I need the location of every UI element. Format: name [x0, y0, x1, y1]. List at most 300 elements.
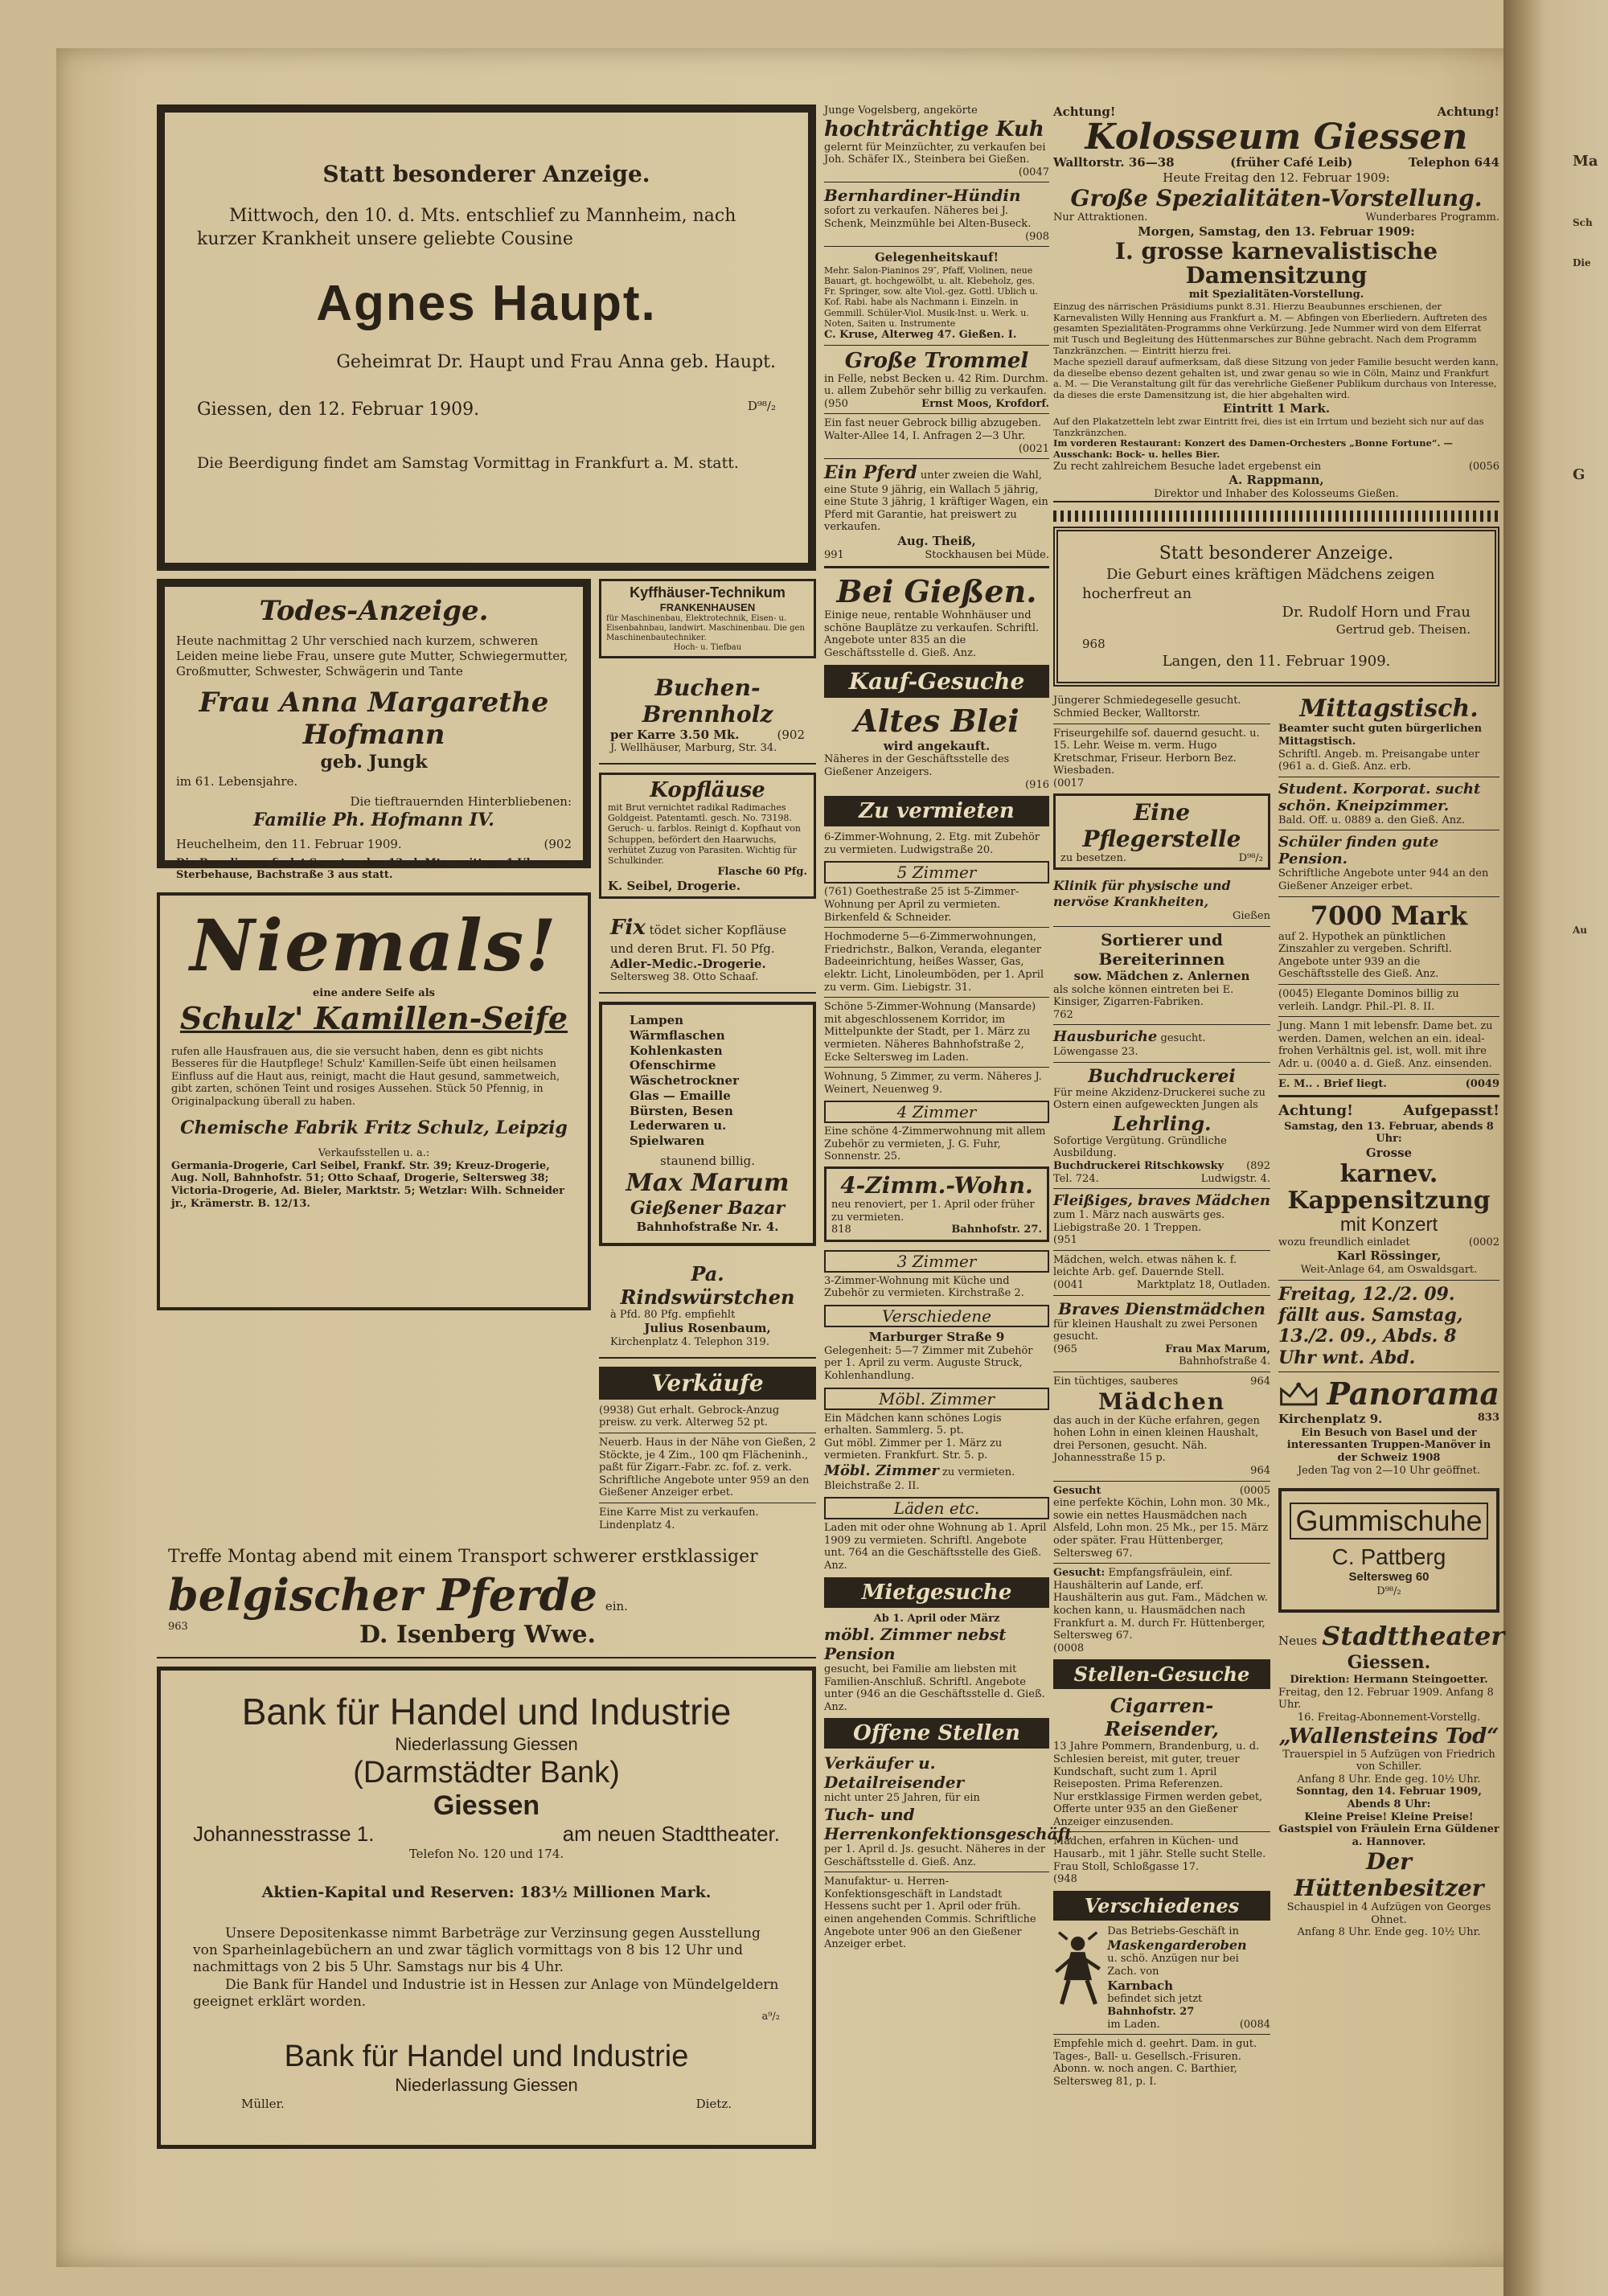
classified-addr: Bahnhofstr. 27 [1107, 2005, 1195, 2018]
kopflaeuse-ad [599, 773, 816, 899]
jester-illustration-icon [1053, 1925, 1102, 2014]
classified-title: Lehrling. [1112, 1111, 1212, 1135]
classified-pre: Gesucht: [1053, 1567, 1106, 1580]
kyff-sub: Hoch- u. Tiefbau [673, 642, 742, 652]
classified-firm: Frau Max Marum, [1165, 1343, 1270, 1355]
kolosseum-text: Einzug des närrischen Präsidiums punkt 8.31. Hierzu Beaubunnes erschienen, der Karnevalisten Willy Henning aus Frankfurt a. M. — Abfingen von Eberliedern. Auftreten des gesamten Spezialitäten-Programms ohne Verkürzung. Jede Nummer wird von dem Elferrat mit Tusch und Begleitung des Hüttenmarsches zur Bühne gebracht. Nach dem Programm Tanzkränzchen. — Eintritt hierzu frei. [1053, 300, 1487, 356]
classified-title: Gelegenheitskauf! [874, 250, 999, 265]
bank-text2: Die Bank für Handel und Industrie ist in Hessen zur Anlage von Mündelgeldern geeignet erklärt worden. [193, 1976, 779, 2010]
panorama-addr: Kirchenplatz 9. [1278, 1412, 1383, 1427]
classified-ad: Hochmoderne 5—6-Zimmerwohnungen, Friedrichstr., Balkon, Veranda, eleganter Badeeinrichtung, heißes Wasser, Gas, elektr. Licht, Linoleumböden, per 1. April zu verm. Gim. Liebigstr. 31. [824, 931, 1044, 994]
marum-shop: Gießener Bazar [630, 1197, 786, 1219]
spine-fragment: Sch [1573, 217, 1593, 228]
classified-ad: 3-Zimmer-Wohnung mit Küche und Zubehör zu vermieten. Kirchstraße 2. [824, 1274, 1024, 1300]
kolosseum-tomorrow: Morgen, Samstag, den 13. Februar 1909: [1138, 223, 1415, 239]
panorama-title: Panorama [1327, 1376, 1499, 1412]
classified-sub: wird angekauft. [883, 738, 991, 753]
classified-text: Empfangsfräulein, einf. Haushälterin auf Lande, erf. Haushälterin aus gut. Fam., Mädchen w. kochen kann, u. Hausmädchen nach Frankfurt a. M. durch Fr. Hüttenberger, Seltersweg 67. [1053, 1567, 1268, 1642]
spine-fragment: Ma [1573, 153, 1598, 170]
brennholz-price: per Karre 3.50 Mk. [610, 727, 740, 742]
classified-title: Student. Korporat. sucht schön. Kneipzimmer. [1278, 780, 1481, 814]
brennholz-title: Buchen-Brennholz [642, 674, 773, 728]
classified-firm: Buchdruckerei Ritschkowsky [1053, 1159, 1224, 1172]
classified-seller: C. Kruse, Alterweg 47. Gießen. I. [824, 329, 1017, 342]
kolosseum-attention: Achtung! [1053, 105, 1116, 119]
classified-code: (0021 [1018, 442, 1049, 455]
pferde-text: Treffe Montag abend mit einem Transport schwerer erstklassiger [168, 1547, 758, 1568]
classified-ad: E. M.. . Brief liegt. [1278, 1077, 1387, 1090]
kolosseum-title: Kolosseum Giessen [1085, 116, 1468, 158]
spine-fragment: Au [1573, 925, 1588, 936]
subsection-header: 4 Zimmer [824, 1101, 1049, 1123]
decorative-rule [1053, 510, 1499, 522]
achtung-date: Samstag, den 13. Februar, abends 8 Uhr: [1284, 1120, 1494, 1146]
classified-ad: Jung. Mann 1 mit lebensfr. Dame bet. zu werden. Damen, welchen an ein. ideal-frohen Verhältnis gel. ist, woll. mit ihre Adr. u. (0040 a. d. Gieß. Anz. einsenden. [1278, 1020, 1493, 1070]
classified-code: (892 [1246, 1159, 1270, 1172]
classified-code: (951 [1053, 1234, 1077, 1247]
notice-code: (902 [544, 836, 572, 851]
subsection-header: Läden etc. [824, 1497, 1049, 1519]
bank-city: Giessen [433, 1790, 540, 1822]
classified-text: als solche können eintreten bei E. Kinsiger, Zigarren-Fabriken. [1053, 983, 1234, 1009]
bank-paren: (Darmstädter Bank) [353, 1756, 620, 1790]
kyff-text: für Maschinenbau, Elektrotechnik, Eisen- u. Eisenbahnbau, landwirt. Maschinenbau. Die gen Maschinenbautechniker. [606, 613, 805, 642]
death-notice-hofmann [157, 579, 591, 882]
classified-title: hochträchtige Kuh [824, 117, 1044, 141]
classified-text: nicht unter 25 Jahren, für ein [824, 1792, 980, 1805]
kolosseum-spec: mit Spezialitäten-Vorstellung. [1188, 289, 1364, 301]
soap-headline: Niemals! [190, 904, 558, 987]
classified-text: u. schö. Anzügen nur bei Zach. von [1107, 1953, 1239, 1978]
achtung-title: karnev. Kappensitzung [1287, 1159, 1491, 1215]
soap-sub: eine andere Seife als [312, 987, 435, 999]
classified-code: (916 [1025, 778, 1049, 791]
deceased-age: im 61. Lebensjahre. [176, 773, 298, 789]
pferde-firm: D. Isenberg Wwe. [359, 1620, 596, 1649]
section-vermieten: Zu vermieten [824, 796, 1049, 826]
mourners-family: Familie Ph. Hofmann IV. [253, 810, 494, 831]
kopflaeuse-seller: K. Seibel, Drogerie. [608, 878, 741, 893]
bank-footer-title: Bank für Handel und Industrie [284, 2039, 689, 2073]
classified-text: unter zweien die Wahl, eine Stute 9 jährig, ein Wallach 5 jährig, eine Stute 3 jährig, 1 kräftiger Wagen, ein Pferd mit Garantie, hat preiswert zu verkaufen. [824, 469, 1048, 534]
classified-addr: Bahnhofstr. 27. [951, 1224, 1042, 1236]
classified-boxed [1053, 793, 1270, 871]
notice-family: Geheimrat Dr. Haupt und Frau Anna geb. Haupt. [336, 352, 776, 373]
pferde-headline: belgischer Pferde [168, 1568, 597, 1621]
classified-code: (0041 [1053, 1279, 1085, 1292]
theater-title: Stadttheater [1322, 1620, 1505, 1651]
classified-code: D⁹⁸/₂ [1238, 851, 1263, 864]
kyff-place: FRANKENHAUSEN [659, 601, 756, 613]
soap-outlets: Germania-Drogerie, Carl Seibel, Frankf. Str. 39; Kreuz-Drogerie, Aug. Noll, Bahnhofstr. 51; Otto Schaaf, Drogerie, Seltersweg 38; Victoria-Drogerie, Ad. Bieler, Marktstr. 5; Wetzlar: Wilh. Schneider jr., Krämerstr. B. 12/13. [171, 1159, 565, 1210]
classified-text: Einige neue, rentable Wohnhäuser und schöne Bauplätze zu verkaufen. Schriftl. Angebote unter 835 an die Geschäftsstelle d. Gieß. Anz. [824, 609, 1040, 660]
classified-ad: (9938) Gut erhalt. Gebrock-Anzug preisw. zu verk. Alterweg 52 pt. [599, 1404, 780, 1429]
freitag-notice: Freitag, 12./2. 09. fällt aus. Samstag, 13./2. 09., Abds. 8 Uhr wnt. Abd. [1278, 1283, 1463, 1368]
subsection-header: 3 Zimmer [824, 1250, 1049, 1273]
classified-ad: Mädchen, erfahren in Küchen- und Hausarb., mit 1 jähr. Stelle sucht Stelle. Frau Stoll, Schloßgasse 17. [1053, 1835, 1266, 1873]
classified-code: 818 [831, 1224, 851, 1236]
achtung-addr: Weit-Anlage 64, am Oswaldsgart. [1300, 1263, 1478, 1276]
kolosseum-text2: Mache speziell darauf aufmerksam, daß diese Sitzung von jeder Familie besucht werden kann, da dieselbe ebenso dezent gehalten ist, und zwar genau so wie in Cöln, Mainz und Frankfurt a. M. — Die Veranstaltung gilt für das verehrliche Gießener Publikum durchaus von Interesse, da dieses die erste Damensitzung ist, die hier abgehalten wird. [1053, 355, 1499, 401]
notice-header: Statt besonderer Anzeige. [322, 161, 650, 187]
classified-title: Mädchen [1097, 1388, 1226, 1415]
theater-abo: 16. Freitag-Abonnement-Vorstellg. [1297, 1711, 1481, 1724]
classified-ad: Eine schöne 4-Zimmerwohnung mit allem Zubehör zu vermieten, J. G. Fuhr, Sonnenstr. 25. [824, 1125, 1046, 1163]
crown-icon [1278, 1376, 1319, 1412]
classified-text: Mädchen, welch. etwas nähen k. f. leichte Arb. gef. Dauernde Stell. [1053, 1253, 1237, 1279]
classified-text: Sofortige Vergütung. Gründliche Ausbildung. [1053, 1134, 1227, 1160]
classified-pre: Ein tüchtiges, sauberes [1053, 1376, 1179, 1388]
classified-sub: sow. Mädchen z. Anlernen [1073, 968, 1250, 983]
rindswurst-title: Pa. Rindswürstchen [620, 1261, 795, 1309]
deceased-maiden-name: geb. Jungk [320, 752, 428, 773]
classified-boxed [824, 1166, 1049, 1242]
bank-title: Bank für Handel und Industrie [241, 1690, 732, 1732]
brennholz-seller: J. Wellhäuser, Marburg, Str. 34. [610, 742, 777, 755]
classified-text: Bald. Off. u. 0889 a. den Gieß. Anz. [1278, 814, 1466, 826]
notice-code: D⁹⁸/₂ [747, 398, 776, 413]
section-mietgesuche: Mietgesuche [824, 1577, 1049, 1608]
soap-outlets-header: Verkaufsstellen u. a.: [318, 1147, 430, 1160]
subsection-header: Verschiedene [824, 1305, 1049, 1327]
section-offene-stellen: Offene Stellen [824, 1718, 1049, 1749]
classified-title: Mittagstisch. [1299, 695, 1479, 724]
gummi-title: Gummischuhe [1290, 1503, 1488, 1540]
theater-time: Anfang 8 Uhr. Ende geg. 10½ Uhr. [1297, 1773, 1481, 1786]
theater-time2: Anfang 8 Uhr. Ende geg. 10½ Uhr. [1297, 1926, 1481, 1939]
section-verkaeufe: Verkäufe [599, 1367, 816, 1400]
classified-title: Sortierer und Bereiterinnen [1098, 929, 1225, 969]
classified-code: (965 [1053, 1343, 1077, 1355]
kolosseum-director: A. Rappmann, [1229, 473, 1324, 488]
classified-text: sofort zu verkaufen. Näheres bei J. Schenk, Meinzmühle bei Alten-Buseck. [824, 205, 1032, 230]
notice-place-date: Langen, den 11. Februar 1909. [1162, 653, 1391, 670]
bank-sign-right: Dietz. [695, 2097, 732, 2112]
subsection-header: Möbl. Zimmer [824, 1388, 1049, 1410]
kolosseum-show: Große Spezialitäten-Vorstellung. [1070, 185, 1483, 212]
rindswurst-ad [599, 1254, 816, 1359]
marum-note: staunend billig. [659, 1153, 756, 1168]
marum-item: Lederwaren u. [630, 1118, 727, 1134]
kolosseum-invite: Zu recht zahlreichem Besuche ladet ergebenst ein [1053, 460, 1322, 473]
spine-fragment: Die [1573, 257, 1591, 269]
classified-sub: Beamter sucht guten bürgerlichen Mittagstisch. [1278, 723, 1483, 748]
classified-title: Altes Blei [854, 702, 1019, 739]
marum-item: Bürsten, Besen [630, 1103, 733, 1118]
notice-funeral: Die Beerdigung findet Samstag den 13. d. Mts., mittags 1 Uhr vom Sterbehause, Bachstraße 3 aus statt. [176, 856, 568, 882]
marum-addr: Bahnhofstraße Nr. 4. [636, 1220, 779, 1235]
classified-title: Fleißiges, braves Mädchen [1053, 1192, 1270, 1210]
birth-notice [1053, 527, 1499, 687]
classified-code: 991 [824, 548, 844, 561]
classified-ad: (761) Goethestraße 25 ist 5-Zimmer-Wohnung per April zu vermieten. Birkenfeld & Schneider. [824, 886, 1019, 924]
kolosseum-prog: Wunderbares Programm. [1365, 211, 1499, 224]
section-stellengesuche: Stellen-Gesuche [1053, 1659, 1270, 1689]
classified-text: neu renoviert, per 1. April oder früher zu vermieten. [831, 1199, 1035, 1224]
classified-title: Schüler finden gute Pension. [1278, 834, 1439, 868]
classified-title: Möbl. Zimmer [824, 1462, 939, 1479]
theater-city: Giessen. [1347, 1651, 1431, 1673]
classified-text: gesucht, bei Familie am liebsten mit Familien-Anschluß. Schriftl. Angebote unter (946 an die Geschäftsstelle d. Gieß. Anz. [824, 1663, 1045, 1713]
classified-title: Marburger Straße 9 [868, 1330, 1005, 1345]
classified-ad: Ein Mädchen kann schönes Logis erhalten. Sammlerg. 5. pt. [824, 1412, 1002, 1437]
kolosseum-old: (früher Café Leib) [1230, 154, 1353, 170]
theater-pre: Neues [1278, 1633, 1318, 1648]
classified-ad: Wohnung, 5 Zimmer, zu verm. Näheres J. Weinert, Neuenweg 9. [824, 1071, 1042, 1096]
gummischuhe-ad [1278, 1488, 1499, 1612]
bank-addr: Johannesstrasse 1. [193, 1822, 375, 1847]
classified-suffix: im Laden. [1107, 2018, 1160, 2031]
classified-addr: Ludwigstr. 4. [1200, 1172, 1270, 1185]
classified-text: Ein fast neuer Gebrock billig abzugeben. Walter-Allee 14, I. Anfragen 2—3 Uhr. [824, 417, 1042, 442]
fix-seller: Adler-Medic.-Drogerie. [610, 956, 766, 971]
classified-text: gesucht. Löwengasse 23. [1053, 1032, 1206, 1058]
bank-capital: Aktien-Kapital und Reserven: 183½ Millionen Mark. [261, 1884, 712, 1902]
theater-play-sub: Trauerspiel in 5 Aufzügen von Friedrich von Schiller. [1282, 1748, 1495, 1773]
kolosseum-concert: Im vorderen Restaurant: Konzert des Damen-Orchesters „Bonne Fortune“. — Ausschank: Bock- u. helles Bier. [1053, 437, 1454, 461]
theater-sun: Sonntag, den 14. Februar 1909, Abends 8 Uhr: [1296, 1786, 1482, 1810]
theater-dir: Direktion: Hermann Steingoetter. [1290, 1674, 1488, 1687]
rindswurst-addr: Kirchenplatz 4. Telephon 319. [610, 1336, 769, 1349]
classified-title: 7000 Mark [1310, 900, 1468, 931]
classified-text: Ab 1. April oder März [873, 1612, 1000, 1625]
kolosseum-addr: Walltorstr. 36—38 [1053, 154, 1175, 170]
classified-code: (0049 [1465, 1077, 1499, 1090]
gummi-code: D⁹⁸/₂ [1376, 1585, 1401, 1597]
classified-pre: Junge Vogelsberg, angekörte [824, 105, 978, 117]
kolosseum-entry: Eintritt 1 Mark. [1222, 400, 1331, 416]
notice-code: 968 [1082, 637, 1106, 652]
fix-text: tödet sicher Kopfläuse und deren Brut. Fl. 50 Pfg. [610, 923, 786, 956]
classified-text: das auch in der Küche erfahren, gegen hohen Lohn in einen kleinen Haushalt, drei Personen, gesucht. Näh. Johannesstraße 15 p. [1053, 1414, 1260, 1465]
notice-text: Die Geburt eines kräftigen Mädchens zeigen hocherfreut an [1082, 566, 1435, 602]
marum-item: Ofenschirme [630, 1058, 716, 1073]
classified-text: auf 2. Hypothek an pünktlichen Zinszahler zu vergeben. Schriftl. Angebote unter 939 an die Geschäftsstelle des Gieß. Anz. [1278, 930, 1452, 981]
classified-place: Gießen [1233, 910, 1270, 923]
achtung-right: Aufgepasst! [1403, 1102, 1499, 1120]
bank-text1: Unsere Depositenkasse nimmt Barbeträge zur Verzinsung gegen Ausstellung von Sparheinlagebüchern an und zwar täglich vormittags von 8 bis 12 Uhr und nachmittags von 2 bis 5 Uhr. Samstags nur bis 4 Uhr. [193, 1925, 761, 1976]
bank-sign-left: Müller. [241, 2097, 285, 2112]
theater-play2: Der Hüttenbesitzer [1294, 1848, 1484, 1902]
classified-text: Schriftl. Angeb. m. Preisangabe unter (961 a. d. Gieß. Anz. erb. [1278, 748, 1480, 773]
classified-pre: Gesucht [1053, 1484, 1101, 1497]
notice-text: Mittwoch, den 10. d. Mts. entschlief zu Mannheim, nach kurzer Krankheit unsere geliebte Cousine [197, 206, 736, 249]
kolosseum-code: (0056 [1468, 460, 1499, 473]
classified-ad: Empfehle mich d. geehrt. Dam. in gut. Tages-, Ball- u. Gesellsch.-Frisuren. Abonn. w. noch angen. C. Barthier, Seltersweg 81, p. I. [1053, 2038, 1257, 2088]
classified-code: (0017 [1053, 777, 1085, 790]
bank-addr2: am neuen Stadttheater. [562, 1822, 780, 1847]
classified-title: Cigarren-Reisender, [1105, 1694, 1219, 1741]
notice-names: Dr. Rudolf Horn und Frau [1282, 604, 1471, 621]
marum-item: Glas — Emaille [630, 1088, 731, 1103]
classified-title: Hausburiche [1053, 1028, 1158, 1046]
notice-funeral: Die Beerdigung findet am Samstag Vormittag in Frankfurt a. M. statt. [197, 454, 739, 473]
classified-code: (948 [1053, 1873, 1077, 1886]
kolosseum-today: Heute Freitag den 12. Februar 1909: [1163, 170, 1390, 185]
classified-code: (950 [824, 397, 848, 410]
soap-product: Schulz' Kamillen-Seife [179, 999, 568, 1036]
section-verschiedenes: Verschiedenes [1053, 1891, 1270, 1921]
classified-text: zum 1. März nach auswärts ges. Liebigstraße 20. 1 Treppen. [1053, 1209, 1225, 1234]
classified-seller: Aug. Theiß, [897, 533, 976, 548]
marum-items [613, 1013, 802, 1149]
classified-code: 964 [1250, 1376, 1270, 1388]
classified-code: 964 [1250, 1465, 1270, 1478]
bank-code: a⁹/₂ [761, 2011, 780, 2023]
classified-text: Nur erstklassige Firmen werden gebet, Offerte unter 935 an den Gießener Anzeiger einzusenden. [1053, 1790, 1263, 1828]
kolosseum-sitzung: I. grosse karnevalistische Damensitzung [1114, 237, 1438, 289]
marum-name: Max Marum [626, 1168, 790, 1197]
classified-ad: Schöne 5-Zimmer-Wohnung (Mansarde) mit abgeschlossenem Korridor, im Mittelpunkte der Stadt, per 1. März zu vermieten. Näheres Bahnhofstraße 2, Ecke Seltersweg im Laden. [824, 1001, 1036, 1064]
fix-ad [599, 907, 816, 994]
classified-title: 4-Zimm.-Wohn. [840, 1172, 1033, 1199]
adjacent-page-edge [1503, 0, 1608, 2296]
marum-item: Wärmflaschen [630, 1027, 725, 1043]
soap-maker: Chemische Fabrik Fritz Schulz, Leipzig [180, 1117, 568, 1138]
classified-code: (0084 [1239, 2018, 1270, 2031]
bank-tel: Telefon No. 120 und 174. [408, 1847, 564, 1862]
kolosseum-attention: Achtung! [1437, 105, 1499, 119]
theater-fri: Freitag, den 12. Februar 1909. Anfang 8 Uhr. [1278, 1686, 1494, 1712]
theater-play2-sub: Schauspiel in 4 Aufzügen von Georges Ohnet. [1286, 1901, 1491, 1926]
classified-code: (908 [1025, 230, 1049, 243]
theater-prices: Kleine Preise! Kleine Preise! [1304, 1810, 1474, 1823]
mourners-label: Die tieftrauernden Hinterbliebenen: [350, 793, 572, 809]
bank-footer-branch: Niederlassung Giessen [395, 2074, 578, 2095]
classified-title: möbl. Zimmer nebst Pension [824, 1625, 1007, 1664]
classified-title: Buchdruckerei [1088, 1065, 1236, 1087]
achtung-code: (0002 [1468, 1236, 1499, 1248]
spine-fragment: G [1573, 466, 1585, 483]
classified-title: Bernhardiner-Hündin [824, 186, 1021, 206]
achtung-gross: Grosse [1365, 1145, 1413, 1160]
kyff-title: Kyffhäuser-Technikum [630, 584, 786, 601]
pferde-ad [157, 1538, 816, 1658]
classified-text: Das Betriebs-Geschäft in [1107, 1925, 1239, 1937]
classified-ad: Manufaktur- u. Herren-Konfektionsgeschäft in Landstadt Hessens sucht per 1. April oder früh. einen angehenden Commis. Schriftliche Angebote unter 906 an den Gießener Anzeiger erbet. [824, 1876, 1036, 1951]
kopflaeuse-price: Flasche 60 Pfg. [717, 866, 807, 879]
classified-text: eine perfekte Köchin, Lohn mon. 30 Mk., sowie ein nettes Hausmädchen nach Alsfeld, Lohn mon. 25 Mk., per 15. März oder später. Frau Hüttenberger, Seltersweg 67. [1053, 1497, 1270, 1560]
column-right [1053, 105, 1505, 2089]
classified-text: für kleinen Haushalt zu zwei Personen gesucht. [1053, 1318, 1258, 1343]
marum-item: Spielwaren [630, 1134, 705, 1148]
classified-text: befindet sich jetzt [1107, 1993, 1203, 2006]
death-notice-haupt [157, 105, 816, 571]
deceased-name: Frau Anna Margarethe Hofmann [199, 687, 549, 752]
gummi-addr: Seltersweg 60 [1348, 1570, 1430, 1585]
classified-ad: Laden mit oder ohne Wohnung ab 1. April 1909 zu vermieten. Schriftl. Angebote unt. 764 an die Geschäftsstelle des Gieß. Anz. [824, 1522, 1047, 1572]
gummi-firm: C. Pattberg [1331, 1544, 1446, 1570]
pferde-suffix: ein. [605, 1598, 628, 1613]
classified-text: 13 Jahre Pommern, Brandenburg, u. d. Schlesien bereist, mit guter, treuer Kundschaft, sucht zum 1. April Reiseposten. Prima Referenzen. [1053, 1740, 1260, 1791]
brennholz-ad [599, 666, 816, 765]
bank-branch: Niederlassung Giessen [395, 1733, 578, 1754]
fix-title: Fix [610, 916, 646, 941]
classified-title: Große Trommel [844, 348, 1029, 373]
rindswurst-price: à Pfd. 80 Pfg. empfiehlt [610, 1308, 736, 1321]
bank-ad [157, 1667, 816, 2149]
kolosseum-ad [1053, 105, 1499, 502]
classified-code: 762 [1053, 1008, 1073, 1021]
column-left [157, 105, 816, 2157]
classified-code: (0047 [1018, 166, 1049, 178]
classified-text: zu vermieten. Bleichstraße 2. II. [824, 1466, 1015, 1492]
classified-title: Maskengarderoben [1107, 1937, 1247, 1954]
marum-item: Lampen [630, 1013, 684, 1027]
classified-title: Bei Gießen. [836, 573, 1037, 610]
brennholz-code: (902 [777, 727, 805, 742]
kolosseum-text3: Auf den Plakatzetteln lebt zwar Eintritt frei, dies ist ein Irrtum und bezieht sich nur auf das Tanzkränzchen. [1053, 415, 1484, 438]
classified-ad: Eine Karre Mist zu verkaufen. Lindenplatz 4. [599, 1506, 759, 1531]
classified-text: Für meine Akzidenz-Druckerei suche zu Ostern einen aufgeweckten Jungen als [1053, 1086, 1265, 1112]
section-kaufgesuche: Kauf-Gesuche [824, 665, 1049, 698]
notice-maiden: Gertrud geb. Theisen. [1335, 621, 1471, 637]
marum-item: Wäschetrockner [630, 1073, 740, 1088]
notice-place-date: Heuchelheim, den 11. Februar 1909. [176, 836, 402, 851]
classified-code: (0005 [1239, 1484, 1270, 1497]
classified-title: Ein Pferd [824, 462, 917, 484]
kyffhaeuser-ad [599, 579, 816, 658]
theater-play: „Wallensteins Tod“ [1278, 1724, 1499, 1749]
classified-ad: Neuerb. Haus in der Nähe von Gießen, 2 Stöckte, je 4 Zim., 100 qm Flächeninh., paßt für Zigarr.-Fabr. zc. fof. z. verk. Schriftliche Angebote unter 959 an den Gießener Anzeiger erbet. [599, 1436, 816, 1499]
classified-text: per 1. April d. Js. gesucht. Näheres in der Geschäftsstelle d. Gieß. Anz. [824, 1843, 1045, 1868]
classified-ad: 6-Zimmer-Wohnung, 2. Etg. mit Zubehör zu vermieten. Ludwigstraße 20. [824, 831, 1040, 856]
classified-ad: Jüngerer Schmiedegeselle gesucht. Schmied Becker, Walltorstr. [1053, 695, 1241, 720]
kolosseum-only: Nur Attraktionen. [1053, 211, 1148, 224]
kolosseum-dir-sub: Direktor und Inhaber des Kolosseums Gießen. [1154, 488, 1399, 501]
theater-guest: Gastspiel von Fräulein Erna Güldener a. Hannover. [1278, 1823, 1499, 1848]
classified-ad: (0045) Elegante Dominos billig zu verleih. Landgr. Phil.-Pl. 8. II. [1278, 988, 1459, 1013]
classified-addr: Bahnhofstraße 4. [1179, 1355, 1270, 1368]
kopflaeuse-text: mit Brut vernichtet radikal Radimaches Goldgeist. Patentamtl. gesch. No. 73198. Geruch- u. farblos. Reinigt d. Kopfhaut von Schuppen, befördert den Haarwuchs, verhütet Zuzug von Parasiten. Wichtig für Schulkinder. [608, 802, 802, 866]
classified-title: Klinik für physische und nervöse Krankheiten, [1053, 878, 1231, 910]
notice-header: Statt besonderer Anzeige. [1159, 543, 1394, 564]
achtung-left: Achtung! [1278, 1102, 1353, 1120]
classified-title: Verkäufer u. Detailreisender [824, 1753, 965, 1793]
marum-bazaar-ad [599, 1002, 816, 1246]
soap-text: rufen alle Hausfrauen aus, die sie versucht haben, denn es gibt nichts Besseres für die Hautpflege! Schulz' Kamillen-Seife übt einen heilsamen Einfluss auf die Haut aus, reinigt, macht die Haut gesund, sammetweich, gibt zarten, schönen Teint und rosiges Aussehen. Stück 50 Pfennig, in Originalpackung überall zu haben. [171, 1045, 560, 1108]
rindswurst-seller: Julius Rosenbaum, [644, 1321, 771, 1336]
achtung-invite: wozu freundlich einladet [1278, 1236, 1410, 1248]
subsection-header: 5 Zimmer [824, 861, 1049, 884]
marum-item: Kohlenkasten [630, 1043, 723, 1058]
classified-tel: Tel. 724. [1053, 1172, 1099, 1185]
notice-place-date: Giessen, den 12. Februar 1909. [197, 399, 480, 420]
deceased-name: Agnes Haupt. [316, 276, 657, 332]
classified-title: Eine Pflegerstelle [1082, 798, 1241, 852]
classified-text: Mehr. Salon-Pianinos 29″, Pfaff, Violinen, neue Bauart, gt. hochgewölbt, u. alt. Klebeholz, ges. Fr. Springer, sow. alte Viol.-gez. Gottl. Ublich u. Kof. Rabi. habe als Nachmann i. Einzeln. in Gemmill. Schüler-Viol. Musik-Inst. u. Werk. u. Noten, Saiten u. Instrumente [824, 264, 1038, 329]
classified-seller: Ernst Moos, Krofdorf. [921, 397, 1049, 410]
classified-title: Braves Dienstmädchen [1058, 1298, 1265, 1318]
classified-ad: Gut möbl. Zimmer per 1. März zu vermieten. Frankfurt. Str. 5. p. [824, 1437, 1003, 1462]
panorama-code: 833 [1477, 1412, 1499, 1425]
classified-firm: Karnbach [1107, 1978, 1174, 1993]
classified-text: Schriftliche Angebote unter 944 an den Gießener Anzeiger erbet. [1278, 867, 1489, 893]
classified-text: gelernt für Meinzüchter, zu verkaufen bei Joh. Schäfer IX., Steinbera bei Gießen. [824, 141, 1046, 166]
pferde-code: 963 [168, 1620, 188, 1633]
notice-header: Todes-Anzeige. [259, 595, 489, 627]
notice-text: Heute nachmittag 2 Uhr verschied nach kurzem, schweren Leiden meine liebe Frau, unsere gute Mutter, Schwiegermutter, Großmutter, Schwester, Schwägerin und Tante [176, 633, 568, 679]
classified-code: (0008 [1053, 1642, 1085, 1654]
kopflaeuse-title: Kopfläuse [650, 777, 765, 802]
kolosseum-tel: Telephon 644 [1408, 154, 1499, 170]
panorama-daily: Jeden Tag von 2—10 Uhr geöffnet. [1297, 1464, 1481, 1477]
classified-ad: Friseurgehilfe sof. dauernd gesucht. u. 15. Lehr. Weise m. verm. Hugo Kretschmar, Friseur. Herborn Bez. Wiesbaden. [1053, 727, 1260, 777]
classified-addr: Marktplatz 18, Outladen. [1136, 1279, 1270, 1292]
panorama-text: Ein Besuch von Basel und der interessanten Truppen-Manöver in der Schweiz 1908 [1286, 1426, 1491, 1465]
classified-text: Näheres in der Geschäftsstelle des Gießener Anzeigers. [824, 753, 1010, 779]
achtung-sub: mit Konzert [1339, 1213, 1438, 1236]
